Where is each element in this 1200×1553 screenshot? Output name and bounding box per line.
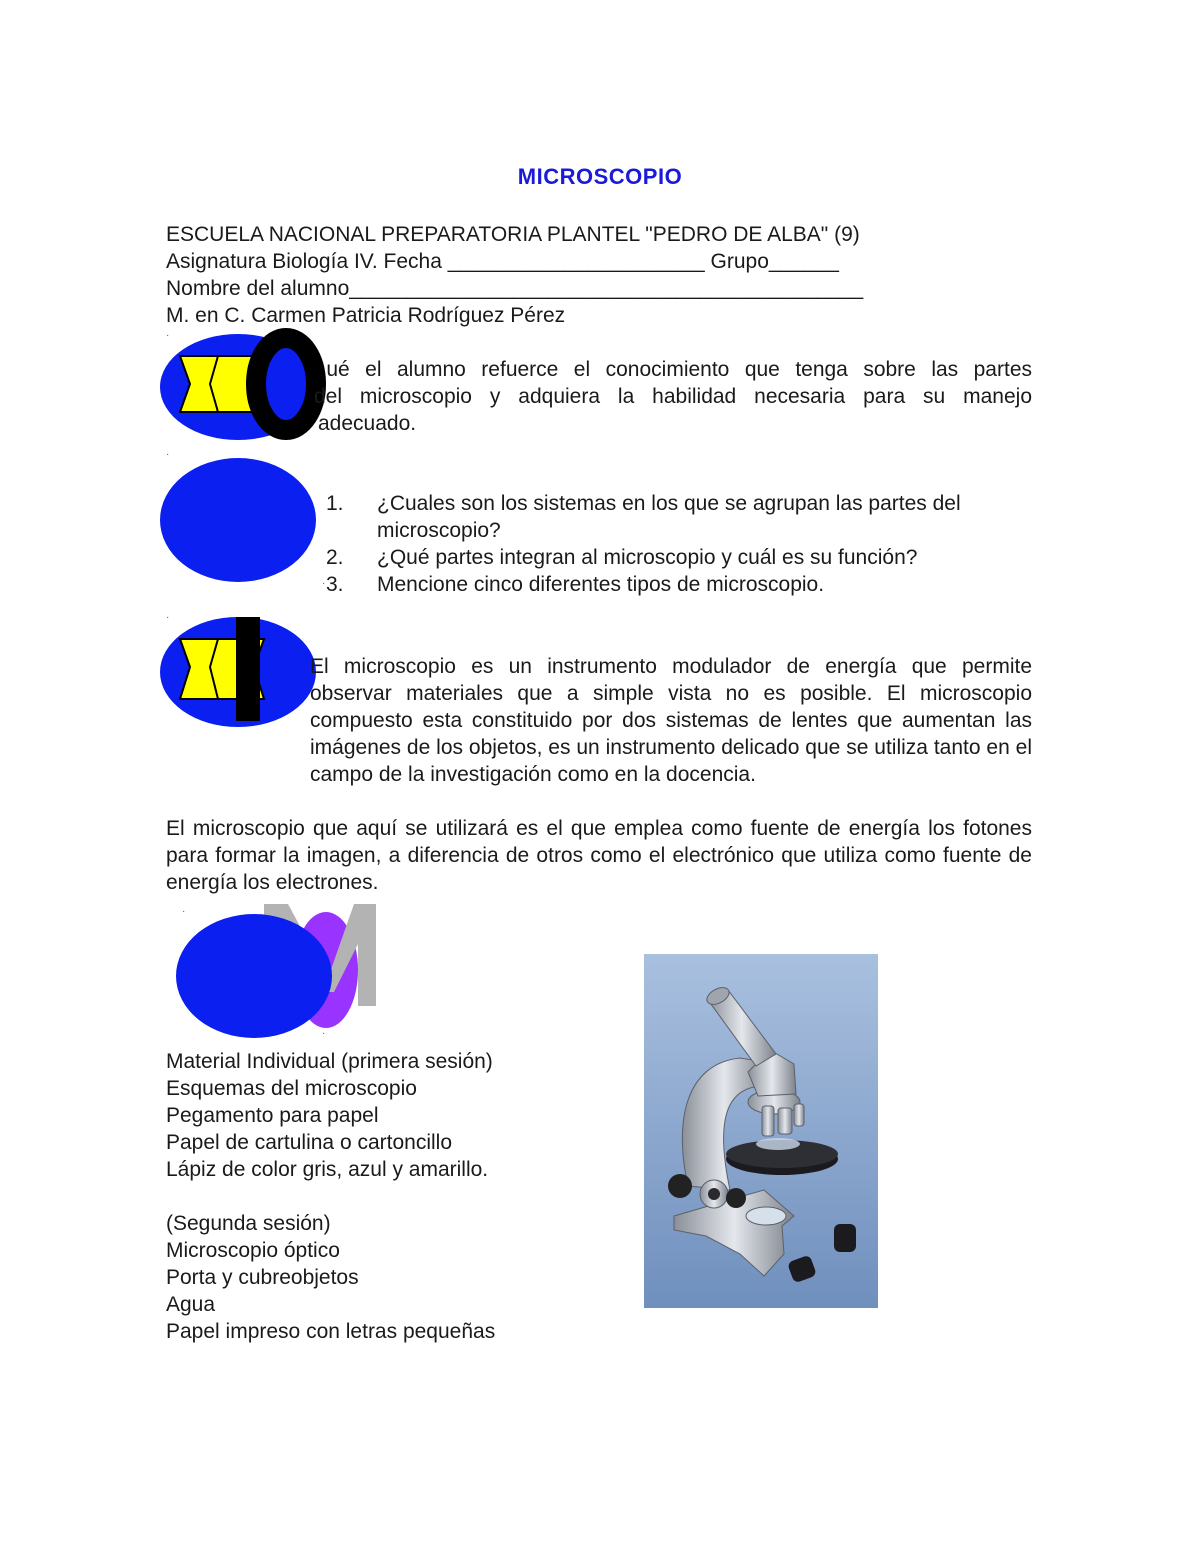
- student-name-line: Nombre del alumno____________________________________________: [166, 277, 864, 300]
- list-item: Agua: [166, 1293, 216, 1316]
- bullet-dot: ·: [166, 330, 170, 341]
- materials-heading: Material Individual (primera sesión): [166, 1050, 493, 1073]
- bullet-dot: ·: [322, 578, 326, 589]
- bullet-dot: ·: [322, 1028, 326, 1039]
- intro-paragraph: El microscopio es un instrumento modulador de energía que permite observar materiales que a simple vista no es posible. El microscopio compuesto esta constituido por dos sistemas de lentes que aumentan las imágenes de los objetos, es un instrumento delicado que se utiliza tanto en el campo de la investigación como en la docencia.: [310, 655, 1032, 786]
- introduction-badge-icon: [160, 617, 320, 729]
- bullet-dot: ·: [166, 449, 170, 460]
- questions-list: [326, 490, 1032, 598]
- materials-subheading: (Segunda sesión): [166, 1212, 331, 1235]
- list-item: 2. ¿Qué partes integran al microscopio y cuál es su función?: [326, 546, 918, 569]
- teacher-line: M. en C. Carmen Patricia Rodríguez Pérez: [166, 304, 566, 327]
- list-item: Papel impreso con letras pequeñas: [166, 1320, 496, 1343]
- list-item: Porta y cubreobjetos: [166, 1266, 359, 1289]
- energy-paragraph: El microscopio que aquí se utilizará es el que emplea como fuente de energía los fotones para formar la imagen, a diferencia de otros como el electrónico que utiliza como fuente de energía los electrones.: [166, 817, 1032, 894]
- bullet-dot: ·: [166, 612, 170, 623]
- list-spacer: [166, 1183, 495, 1210]
- page-title: MICROSCOPIO: [517, 164, 683, 189]
- school-line: ESCUELA NACIONAL PREPARATORIA PLANTEL "PEDRO DE ALBA" (9): [166, 223, 860, 246]
- materials-list: [166, 1048, 495, 1345]
- list-item: Pegamento para papel: [166, 1104, 379, 1127]
- list-item: Papel de cartulina o cartoncillo: [166, 1131, 453, 1154]
- list-item: Lápiz de color gris, azul y amarillo.: [166, 1158, 489, 1181]
- list-item: 1. ¿Cuales son los sistemas en los que se agrupan las partes del microscopio?: [326, 492, 961, 542]
- materials-badge-icon: [176, 900, 386, 1040]
- subject-date-group-line: Asignatura Biología IV. Fecha ______________________ Grupo______: [166, 250, 839, 273]
- objective-paragraph: ué el alumno refuerce el conocimiento que tenga sobre las partes del microscopio y adquiera la habilidad necesaria para su manejo adecuado.: [314, 358, 1032, 435]
- list-item: Esquemas del microscopio: [166, 1077, 417, 1100]
- questions-badge-icon: [160, 457, 320, 583]
- list-item: Microscopio óptico: [166, 1239, 340, 1262]
- bullet-dot: ·: [182, 906, 186, 917]
- list-item: 3. Mencione cinco diferentes tipos de microscopio.: [326, 573, 825, 596]
- microscope-photo: [644, 954, 878, 1308]
